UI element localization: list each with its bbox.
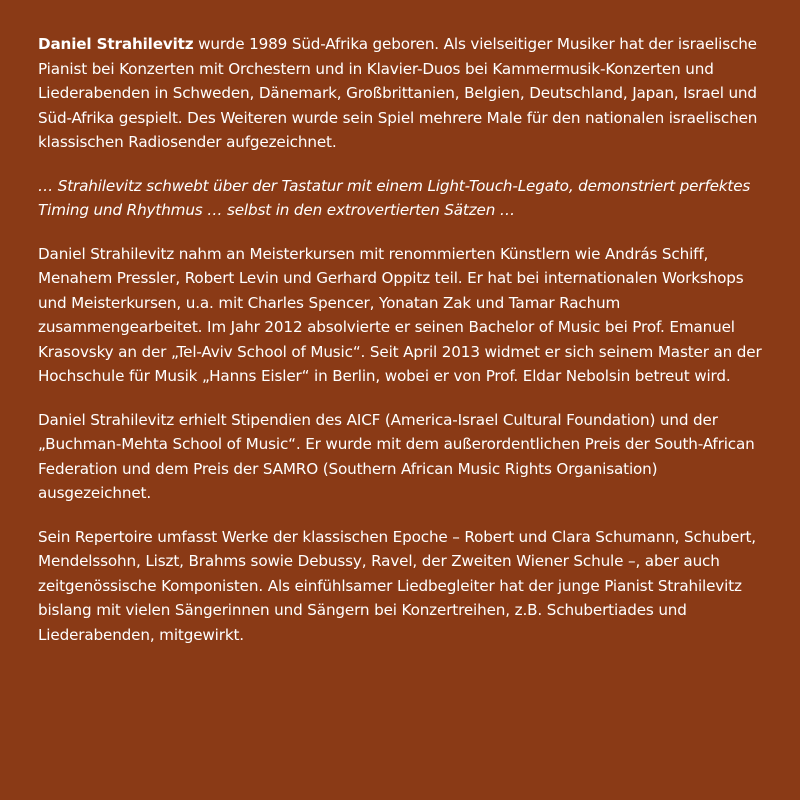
bio-paragraph-education: Daniel Strahilevitz nahm an Meisterkursen mit renommierten Künstlern wie András Schiff, Menahem Pressler, Robert Levin und Gerhard Oppitz teil. Er hat bei internationalen Workshops und Meisterkursen, u.a. mit Charles Spencer, Yonatan Zak und Tamar Rachum zusammengearbeitet. Im Jahr 2012 absolvierte er seinen Bachelor of Music bei Prof. Emanuel Krasovsky an der „Tel-Aviv School of Music“. Seit April 2013 widmet er sich seinem Master an der Hochschule für Musik „Hanns Eisler“ in Berlin, wobei er von Prof. Eldar Nebolsin betreut wird. [38,244,762,385]
intro-text: wurde 1989 Süd-Afrika geboren. Als vielseitiger Musiker hat der israelische Pianist bei Konzerten mit Orchestern und in Klavier-Duos bei Kammermusik-Konzerten und Liederabenden in Schweden, Dänemark, Großbrittanien, Belgien, Deutschland, Japan, Israel und Süd-Afrika gespielt. Des Weiteren wurde sein Spiel mehrere Male für den nationalen israelischen klassischen Radiosender aufgezeichnet. [38,35,758,151]
bio-paragraph-repertoire: Sein Repertoire umfasst Werke der klassischen Epoche – Robert und Clara Schumann, Schubert, Mendelssohn, Liszt, Brahms sowie Debussy, Ravel, der Zweiten Wiener Schule –, aber auch zeitgenössische Komponisten. Als einfühlsamer Liedbegleiter hat der junge Pianist Strahilevitz bislang mit vielen Sängerinnen und Sängern bei Konzertreihen, z.B. Schubertiades und Liederabenden, mitgewirkt. [38,527,756,644]
artist-name: Daniel Strahilevitz [38,35,194,53]
bio-paragraph-awards: Daniel Strahilevitz erhielt Stipendien des AICF (America-Israel Cultural Foundation) und der „Buchman-Mehta School of Music“. Er wurde mit dem außerordentlichen Preis der South-African Federation und dem Preis der SAMRO (Southern African Music Rights Organisation) ausgezeichnet. [38,410,755,502]
press-quote: … Strahilevitz schwebt über der Tastatur mit einem Light-Touch-Legato, demonstriert perfektes Timing und Rhythmus … selbst in den extrovertierten Sätzen … [38,176,751,219]
biography-text-block [38,32,770,666]
bio-paragraph-intro [38,32,770,155]
